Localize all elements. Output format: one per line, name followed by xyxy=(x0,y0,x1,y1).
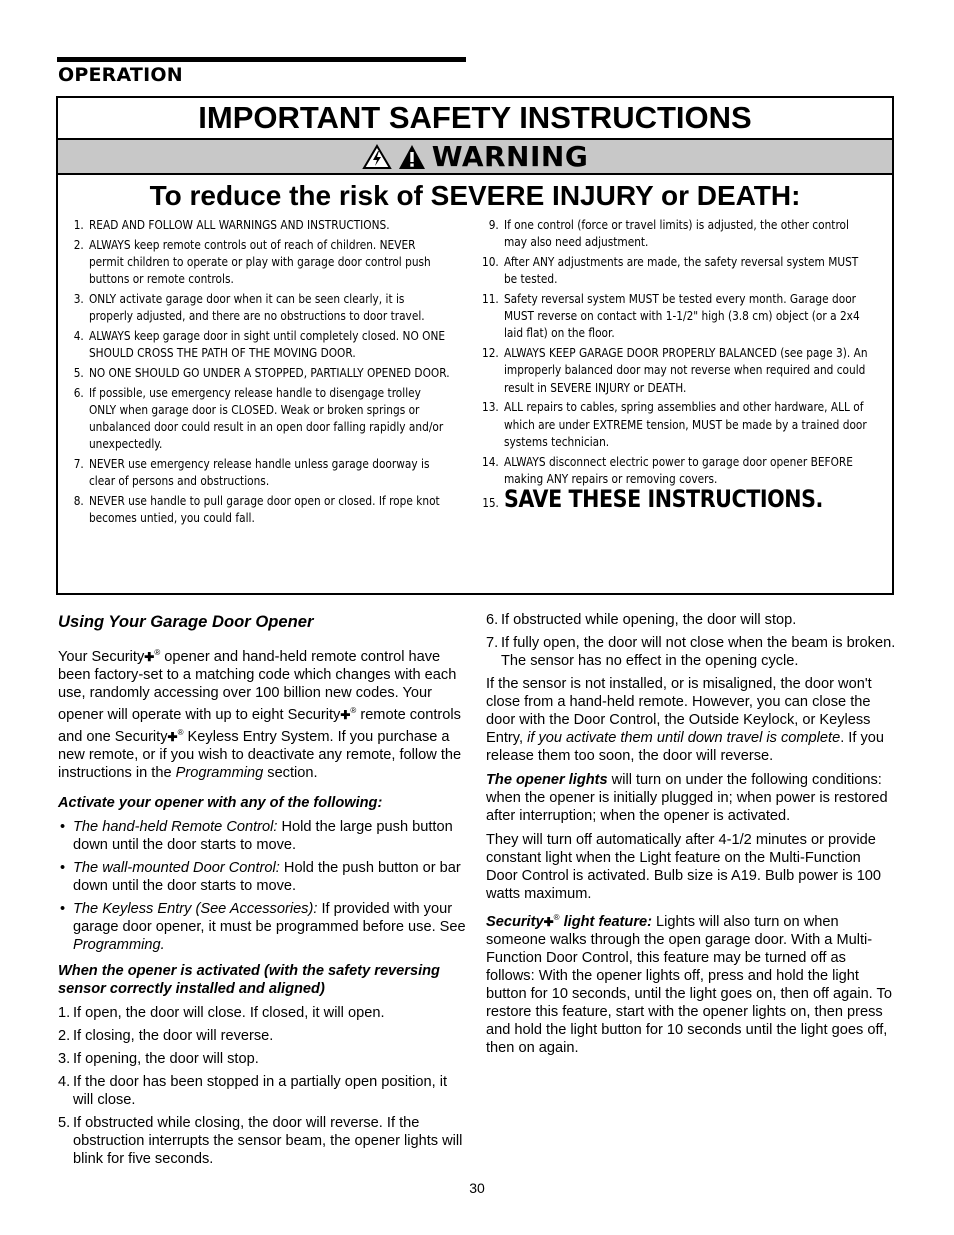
bullet-lead: The Keyless Entry (See Accessories): xyxy=(73,900,318,917)
item-text: READ AND FOLLOW ALL WARNINGS AND INSTRUCTIONS. xyxy=(88,218,390,232)
item-text: NEVER use emergency release handle unless garage doorway is clear of persons and obstructions. xyxy=(88,457,430,489)
step-number: 7. xyxy=(486,635,499,651)
item-text: If one control (force or travel limits) is adjusted, the other control may also need adjustment. xyxy=(503,218,849,250)
item-number: 8. xyxy=(73,494,84,509)
lights-off-paragraph: They will turn off automatically after 4-1/2 minutes or provide constant light when the Light feature on the Multi-Function Door Control is activated. Bulb size is A19. Bulb power is 100 watts maximum. xyxy=(486,832,882,902)
item-text: ALWAYS KEEP GARAGE DOOR PROPERLY BALANCED (see page 3). An improperly balanced door may not reverse when required and could result in SEVERE INJURY or DEATH. xyxy=(503,346,868,395)
security-plus-icon: ✚ xyxy=(144,649,155,664)
using-opener-heading: Using Your Garage Door Opener xyxy=(58,612,314,631)
step-item xyxy=(58,1050,468,1068)
lights-paragraph: The opener lights will turn on under the following conditions: when the opener is initially plugged in; when power is restored after interruption; when the opener is activated. xyxy=(486,772,888,824)
bullet-text: If provided with your garage door opener, it must be programmed before use. See xyxy=(73,900,466,935)
item-text: Safety reversal system MUST be tested every month. Garage door MUST reverse on contact with 1-1/2" high (3.8 cm) object (or a 2x4 laid flat) on the floor. xyxy=(503,292,860,341)
step-text: If fully open, the door will not close when the beam is broken. The sensor has no effect in the opening cycle. xyxy=(501,635,896,669)
page-number: 30 xyxy=(469,1180,485,1196)
step-number: 5. xyxy=(58,1114,71,1131)
safety-item xyxy=(58,385,450,454)
safety-item xyxy=(473,399,868,451)
step-number: 1. xyxy=(58,1004,71,1021)
step-text: If open, the door will close. If closed, it will open. xyxy=(73,1004,385,1021)
step-item xyxy=(486,611,896,629)
step-item xyxy=(58,1114,468,1168)
safety-item xyxy=(58,237,450,289)
bullet-item xyxy=(58,900,468,954)
item-text: After ANY adjustments are made, the safety reversal system MUST be tested. xyxy=(503,255,859,287)
warning-label: WARNING xyxy=(431,140,589,173)
step-text: If opening, the door will stop. xyxy=(73,1050,259,1067)
safety-list-right xyxy=(473,217,868,512)
item-number: 6. xyxy=(73,385,84,400)
activated-heading: When the opener is activated (with the safety reversing sensor correctly installed and aligned) xyxy=(58,962,440,997)
left-column xyxy=(58,612,468,1173)
item-number: 9. xyxy=(488,218,499,232)
right-column xyxy=(486,611,896,1063)
safety-item xyxy=(58,328,450,362)
security-light-paragraph: Security✚® light feature: Lights will also turn on when someone walks through the open garage door. With a Multi-Function Door Control, this feature may be turned off as follows: With the opener lights off, press and hold the light button for 10 seconds, until the light goes on, then off again. To restore this feature, start with the opener lights on, then press and hold the light button for 10 seconds until the light goes off, then on again. xyxy=(486,913,892,1056)
item-text: ALWAYS disconnect electric power to garage door opener BEFORE making ANY repairs or removing covers. xyxy=(503,454,853,486)
intro-paragraph: Your Security✚® opener and hand-held remote control have been factory-set to a matching code which changes with each use, randomly accessing over 100 billion new codes. Your opener will operate with up to eight Security✚® remote controls and one Security✚® Keyless Entry System. If you purchase a new remote, or if you wish to deactivate any remote, follow the instructions in the Programming section. xyxy=(58,648,462,781)
step-text: If the door has been stopped in a partially open position, it will close. xyxy=(73,1073,448,1108)
safety-title: IMPORTANT SAFETY INSTRUCTIONS xyxy=(58,98,892,140)
step-item xyxy=(58,1027,468,1045)
hazard-icon xyxy=(362,144,392,170)
item-number: 13. xyxy=(481,400,499,415)
behavior-steps-right xyxy=(486,611,896,670)
item-text: ALL repairs to cables, spring assemblies and other hardware, ALL of which are under EXTREME tension, MUST be made by a trained door systems technician. xyxy=(503,400,867,449)
item-number: 2. xyxy=(73,237,84,252)
step-item xyxy=(58,1004,468,1022)
safety-item xyxy=(58,456,450,490)
warning-icon xyxy=(398,144,426,170)
step-text: If closing, the door will reverse. xyxy=(73,1027,274,1044)
step-number: 4. xyxy=(58,1073,71,1090)
security-plus-icon: ✚ xyxy=(340,707,351,722)
item-number: 12. xyxy=(481,346,499,361)
safety-instructions-box xyxy=(56,96,894,595)
safety-item xyxy=(58,291,450,325)
item-number: 10. xyxy=(481,255,499,269)
safety-item xyxy=(58,217,450,234)
bullet-item xyxy=(58,859,468,895)
save-instructions: SAVE THESE INSTRUCTIONS. xyxy=(503,484,823,513)
warning-bar xyxy=(58,140,892,175)
item-number: 3. xyxy=(73,292,84,306)
safety-item xyxy=(473,454,868,488)
safety-item xyxy=(473,217,868,251)
item-number: 11. xyxy=(481,292,499,306)
item-text: ALWAYS keep remote controls out of reach of children. NEVER permit children to operate or play with garage door control push buttons or remote controls. xyxy=(88,237,431,287)
bullet-lead: The hand-held Remote Control: xyxy=(73,818,278,835)
step-text: If obstructed while closing, the door will reverse. If the obstruction interrupts the sensor beam, the opener lights will blink for five seconds. xyxy=(73,1114,463,1167)
security-plus-icon: ✚ xyxy=(543,914,554,929)
safety-item xyxy=(58,365,450,382)
bullet-lead: The wall-mounted Door Control: xyxy=(73,859,280,876)
step-text: If obstructed while opening, the door will stop. xyxy=(501,612,797,628)
item-number: 7. xyxy=(73,457,84,472)
item-text: NEVER use handle to pull garage door open or closed. If rope knot becomes untied, you could fall. xyxy=(88,494,440,526)
save-instructions-line xyxy=(473,484,868,513)
bullet-item xyxy=(58,818,468,854)
item-text: NO ONE SHOULD GO UNDER A STOPPED, PARTIALLY OPENED DOOR. xyxy=(88,366,450,380)
item-number: 4. xyxy=(73,329,84,343)
bullet-text: Hold the large push button down until the door starts to move. xyxy=(73,818,453,853)
safety-item xyxy=(58,493,450,527)
item-number: 14. xyxy=(481,454,499,469)
safety-item xyxy=(473,345,868,397)
item-text: If possible, use emergency release handle to disengage trolley ONLY when garage door is CLOSED. Weak or broken springs or unbalanced door could result in an open door falling rapidly and/or unexpectedly. xyxy=(88,385,444,452)
step-item xyxy=(486,634,896,670)
section-heading: OPERATION xyxy=(58,64,183,86)
item-number: 5. xyxy=(73,366,84,380)
bullet-tail: Programming. xyxy=(73,936,165,953)
step-item xyxy=(58,1073,468,1109)
activate-heading: Activate your opener with any of the following: xyxy=(58,794,383,811)
sensor-paragraph: If the sensor is not installed, or is misaligned, the door won't close from a hand-held remote. However, you can close the door with the Door Control, the Outside Keylock, or Keyless Entry, if you activate them until down travel is complete. If you release them too soon, the door will reverse. xyxy=(486,676,885,764)
risk-heading: To reduce the risk of SEVERE INJURY or DEATH: xyxy=(149,180,801,211)
step-number: 6. xyxy=(486,612,499,628)
top-rule xyxy=(57,57,466,62)
activation-methods-list xyxy=(58,818,468,954)
save-number: 15. xyxy=(482,495,499,510)
step-number: 2. xyxy=(58,1027,71,1044)
safety-list-left xyxy=(58,217,450,530)
item-text: ONLY activate garage door when it can be seen clearly, it is properly adjusted, and there are no obstructions to door travel. xyxy=(88,292,425,324)
item-text: ALWAYS keep garage door in sight until completely closed. NO ONE SHOULD CROSS THE PATH OF THE MOVING DOOR. xyxy=(88,329,446,361)
item-number: 1. xyxy=(73,218,84,232)
behavior-steps-left xyxy=(58,1004,468,1168)
safety-item xyxy=(473,291,868,343)
safety-item xyxy=(473,254,868,288)
bullet-text: Hold the push button or bar down until the door starts to move. xyxy=(73,859,461,894)
security-plus-icon: ✚ xyxy=(167,729,178,744)
step-number: 3. xyxy=(58,1050,71,1067)
